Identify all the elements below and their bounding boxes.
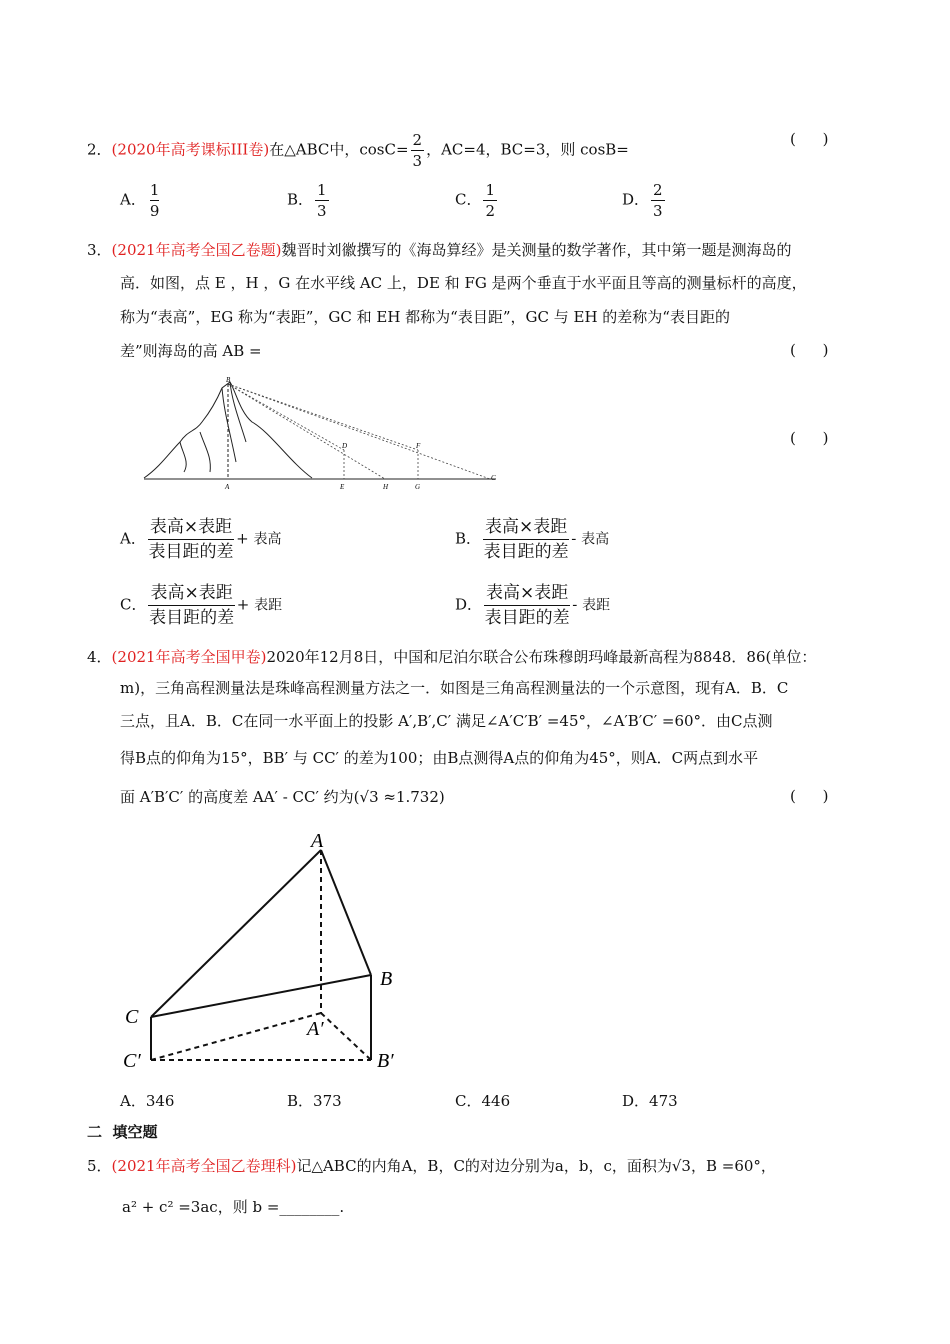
option-label: A． (120, 529, 146, 548)
answer-paren: ( ) (790, 341, 829, 359)
q4-line-5: 面 A′B′C′ 的高度差 AA′ - CC′ 约为(√3 ≈1.732) (120, 788, 445, 806)
q4-option-c[interactable] (455, 1090, 510, 1111)
q5-line-2: a² + c² =3ac，则 b =________. (122, 1198, 345, 1216)
option-label: B． (455, 529, 482, 548)
triangulation-figure (115, 825, 415, 1080)
denominator: 9 (149, 202, 160, 220)
q4-source: (2021年高考全国甲卷) (111, 648, 267, 666)
option-value: 446 (481, 1092, 511, 1110)
option-label: A． (120, 1092, 146, 1110)
option-tail: 表高 (581, 531, 610, 548)
q4-line-4: 得B点的仰角为15°，BB′ 与 CC′ 的差为100；由B点测得A点的仰角为45°，则A．C两点到水平 (120, 749, 759, 767)
option-label: D． (622, 1092, 650, 1110)
denominator: 表目距的差 (148, 542, 234, 562)
denominator: 3 (653, 202, 663, 220)
option-label: A． (120, 190, 146, 209)
q5-text: 记△ABC的内角A，B，C的对边分别为a，b，c，面积为√3，B =60°， (296, 1157, 776, 1175)
q3-line-4: 差”则海岛的高 AB = (120, 342, 262, 360)
label-g: G (415, 483, 421, 491)
label-b: B (226, 376, 231, 384)
denominator: 表目距的差 (483, 542, 569, 562)
q4-option-b[interactable] (287, 1090, 342, 1111)
q5-line-1 (87, 1156, 776, 1176)
q3-number: 3． (87, 241, 112, 259)
label-c-prime: C′ (123, 1050, 141, 1072)
numerator: 2 (412, 131, 423, 149)
denominator: 3 (317, 202, 327, 220)
numerator: 2 (653, 181, 663, 199)
label-e: E (340, 483, 345, 491)
option-value: 373 (313, 1092, 342, 1110)
denominator: 表目距的差 (149, 608, 235, 628)
answer-paren: ( ) (790, 787, 829, 805)
label-f: F (416, 442, 421, 450)
option-label: C． (455, 190, 482, 209)
numerator: 表高×表距 (148, 515, 234, 540)
denominator: 表目距的差 (484, 608, 570, 628)
option-tail: 表距 (254, 597, 283, 614)
q4-line-3: 三点，且A．B．C在同一水平面上的投影 A′,B′,C′ 满足∠A′C′B′ =45°，∠A′B′C′ =60°．由C点测 (120, 712, 773, 730)
answer-paren: ( ) (790, 130, 829, 148)
q4-option-d[interactable] (622, 1090, 678, 1111)
q3-line-3: 称为“表高”，EG 称为“表距”，GC 和 EH 都称为“表目距”，GC 与 EH 的差称为“表目距的 (120, 308, 730, 326)
q3-source: (2021年高考全国乙卷题) (111, 241, 282, 259)
q4-text: 2020年12月8日，中国和尼泊尔联合公布珠穆朗玛峰最新高程为8848．86(单位： (266, 648, 817, 666)
answer-paren: ( ) (790, 429, 829, 447)
q3-text: 魏晋时刘徽撰写的《海岛算经》是关测量的数学著作，其中第一题是测海岛的 (281, 241, 792, 259)
q2-fraction (411, 130, 425, 171)
q3-option-c[interactable] (120, 581, 282, 630)
label-a: A (225, 483, 230, 491)
q2-text-b: ，AC=4，BC=3，则 cosB= (426, 140, 629, 159)
label-c: C (491, 474, 496, 482)
label-b: B (380, 968, 393, 990)
q2-option-c[interactable] (455, 180, 499, 221)
section-heading: 二 填空题 (87, 1123, 158, 1141)
label-d: D (342, 442, 348, 450)
operator: + (236, 595, 250, 614)
numerator: 表高×表距 (483, 515, 569, 540)
q3-line-1 (87, 240, 791, 260)
denominator: 2 (485, 202, 496, 220)
operator: - (571, 529, 577, 548)
label-a: A (311, 830, 324, 852)
q2-text: 在△ABC中，cosC= (269, 140, 409, 159)
operator: + (236, 529, 249, 548)
label-c: C (125, 1006, 139, 1028)
denominator: 3 (412, 152, 423, 170)
q4-option-a[interactable] (120, 1090, 174, 1111)
option-value: 473 (649, 1092, 678, 1110)
q3-option-a[interactable] (120, 515, 281, 564)
option-label: D． (455, 595, 483, 614)
q5-number: 5． (87, 1157, 112, 1175)
q2-number: 2． (87, 140, 112, 159)
label-b-prime: B′ (377, 1050, 394, 1072)
option-tail: 表高 (253, 531, 282, 548)
numerator: 1 (485, 181, 496, 199)
option-label: B． (287, 190, 314, 209)
q3-option-d[interactable] (455, 581, 610, 630)
label-a-prime: A′ (307, 1018, 324, 1040)
q4-number: 4． (87, 648, 112, 666)
q2-option-b[interactable] (287, 180, 331, 221)
numerator: 表高×表距 (484, 581, 570, 606)
numerator: 1 (317, 181, 327, 199)
label-h: H (383, 483, 389, 491)
q5-source: (2021年高考全国乙卷理科) (111, 1157, 297, 1175)
operator: - (572, 595, 578, 614)
q4-line-1 (87, 647, 816, 667)
q4-line-2: m)，三角高程测量法是珠峰高程测量方法之一．如图是三角高程测量法的一个示意图，现有A．B．C (120, 679, 789, 697)
q2-option-a[interactable] (120, 180, 163, 221)
option-value: 346 (145, 1092, 175, 1110)
q2-option-d[interactable] (622, 180, 667, 221)
island-figure (140, 372, 510, 494)
q3-option-b[interactable] (455, 515, 609, 564)
option-label: D． (622, 190, 650, 209)
q3-line-2: 高．如图，点 E ，H ，G 在水平线 AC 上，DE 和 FG 是两个垂直于水平面且等高的测量标杆的高度， (120, 274, 807, 292)
q2-stem (87, 130, 629, 171)
option-label: C． (120, 595, 147, 614)
option-label: C． (455, 1092, 482, 1110)
q2-source: (2020年高考课标III卷) (111, 140, 270, 159)
option-tail: 表距 (582, 597, 611, 614)
numerator: 1 (149, 181, 160, 199)
numerator: 表高×表距 (148, 581, 234, 606)
option-label: B． (287, 1092, 314, 1110)
